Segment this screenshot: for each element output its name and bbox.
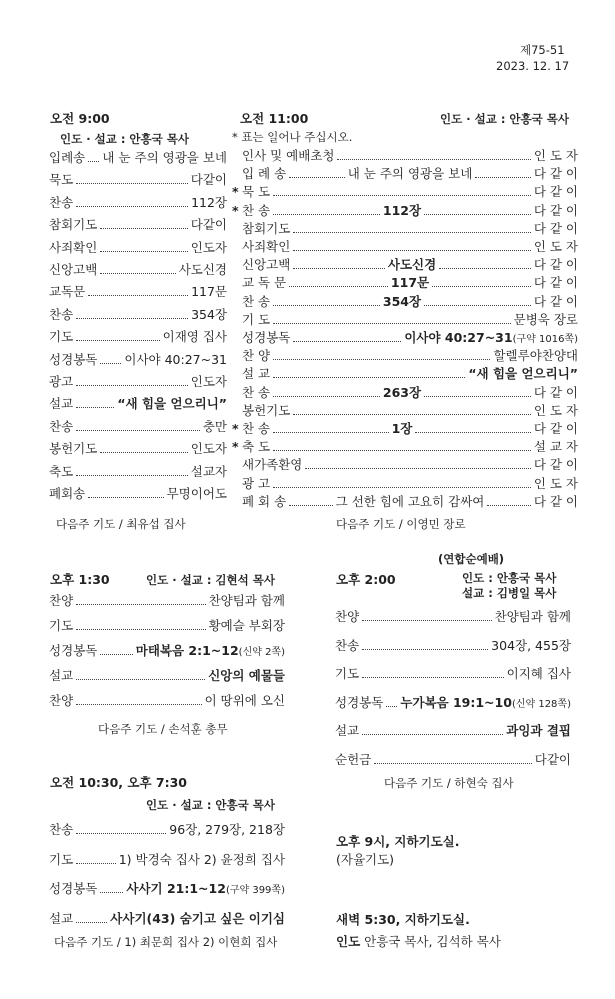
item-value: 다 같 이 bbox=[533, 457, 578, 473]
leader-dots bbox=[273, 214, 380, 215]
item-value: 무명이어도 bbox=[166, 486, 227, 501]
leader-dots bbox=[100, 654, 132, 655]
standing-mark: * bbox=[232, 439, 239, 455]
item-label: 성경봉독 bbox=[242, 330, 291, 345]
item-label: 찬 송 bbox=[242, 202, 271, 218]
item-label: 찬양 bbox=[49, 693, 74, 708]
leader-dots bbox=[76, 629, 205, 630]
leader-dots bbox=[76, 922, 107, 923]
item-label: 새가족환영 bbox=[242, 457, 303, 473]
item-label: 축도 bbox=[49, 463, 74, 479]
item-label: 봉헌기도 bbox=[242, 402, 291, 418]
order-item bbox=[335, 638, 571, 654]
order-item bbox=[49, 441, 227, 457]
leader-dots bbox=[76, 679, 205, 680]
order-item bbox=[49, 822, 285, 838]
order-item bbox=[49, 593, 285, 609]
item-label: 찬송 bbox=[335, 637, 360, 653]
standing-mark: * bbox=[232, 202, 239, 218]
item-label: 봉헌기도 bbox=[49, 441, 98, 457]
item-label: 찬 양 bbox=[242, 348, 271, 364]
leader-dots bbox=[293, 232, 531, 233]
leader-dots bbox=[293, 341, 401, 342]
item-label: 설교 bbox=[49, 668, 74, 683]
service-title: 오전 10:30, 오후 7:30 bbox=[50, 775, 187, 790]
next-week-prayer: 다음주 기도 / 하현숙 집사 bbox=[384, 776, 514, 790]
leader-dots bbox=[76, 407, 114, 408]
item-value: 이지혜 집사 bbox=[506, 666, 571, 681]
item-value: 설 교 자 bbox=[533, 439, 578, 455]
item-value: 찬양팀과 함께 bbox=[494, 609, 571, 624]
leader-dots bbox=[289, 505, 332, 506]
item-value: 이재영 집사 bbox=[162, 329, 227, 345]
item-label: 찬송 bbox=[49, 306, 74, 322]
bulletin-date: 2023. 12. 17 bbox=[496, 59, 570, 73]
leader-dots bbox=[439, 268, 531, 269]
leader-dots bbox=[273, 377, 465, 378]
standing-note: * 표는 일어나 주십시오. bbox=[232, 130, 353, 144]
item-value: 인 도 자 bbox=[533, 402, 578, 418]
order-item bbox=[49, 217, 227, 233]
order-item bbox=[232, 275, 578, 291]
item-value: 다 같 이 bbox=[533, 257, 578, 273]
leader-dots bbox=[487, 505, 530, 506]
leader-dots bbox=[76, 318, 188, 319]
service-preacher: 설교 : 김병일 목사 bbox=[462, 586, 557, 600]
leader-dots bbox=[88, 497, 163, 498]
item-value: 인도자 bbox=[190, 239, 227, 255]
item-value: 다 같 이 bbox=[533, 384, 579, 400]
item-value: 찬양팀과 함께 bbox=[208, 593, 285, 608]
item-value: 황예슬 부회장 bbox=[208, 618, 285, 633]
item-value: 인도자 bbox=[190, 374, 227, 389]
item-label: 찬 송 bbox=[242, 421, 271, 436]
leader-dots bbox=[289, 286, 388, 287]
item-label: 기도 bbox=[335, 666, 360, 681]
standing-mark: * bbox=[232, 421, 239, 436]
service-title: 오전 11:00 bbox=[240, 111, 309, 126]
item-value: 이 땅위에 오신 bbox=[204, 693, 285, 708]
order-item bbox=[49, 881, 285, 899]
order-item bbox=[232, 348, 578, 364]
item-label: 사죄확인 bbox=[242, 239, 291, 254]
item-value: 내 눈 주의 영광을 보네 bbox=[102, 150, 227, 165]
service-title: 오전 9:00 bbox=[50, 111, 110, 126]
service-leader: 인도 · 설교 : 안흥국 목사 bbox=[440, 112, 569, 126]
item-label: 찬송 bbox=[49, 822, 74, 837]
service-tag: (연합순예배) bbox=[438, 552, 505, 566]
next-week-prayer: 다음주 기도 / 손석훈 총무 bbox=[98, 722, 228, 736]
item-value: 인 도 자 bbox=[533, 148, 578, 163]
service-leader: 인도 · 설교 : 안흥국 목사 bbox=[146, 798, 275, 812]
item-detail: 117문 bbox=[390, 275, 430, 291]
item-label: 순헌금 bbox=[335, 751, 372, 767]
item-label: 사죄확인 bbox=[49, 239, 98, 255]
night-prayer-title: 오후 9시, 지하기도실. bbox=[336, 834, 460, 849]
item-label: 교독문 bbox=[49, 284, 86, 300]
item-label: 교 독 문 bbox=[242, 275, 287, 291]
order-item bbox=[49, 195, 227, 211]
item-value: 96장, 279장, 218장 bbox=[169, 822, 285, 837]
leader-dots bbox=[76, 604, 205, 605]
item-label: 입례송 bbox=[49, 150, 86, 165]
item-label: 설교 bbox=[335, 723, 360, 738]
item-value: 인 도 자 bbox=[533, 475, 578, 491]
item-sub: (구약 1016쪽) bbox=[512, 334, 578, 345]
item-label: 기도 bbox=[49, 618, 74, 633]
item-value: 112장 bbox=[191, 194, 227, 210]
item-sub: (신약 128쪽) bbox=[511, 698, 571, 710]
dawn-prayer-title: 새벽 5:30, 지하기도실. bbox=[336, 912, 470, 927]
order-item bbox=[232, 494, 578, 510]
order-item bbox=[232, 184, 578, 200]
next-week-prayer: 다음주 기도 / 1) 최문희 집사 2) 이현희 집사 bbox=[54, 935, 278, 949]
item-label: 광 고 bbox=[242, 475, 271, 491]
order-item bbox=[49, 419, 227, 435]
order-item bbox=[232, 294, 578, 310]
order-item bbox=[49, 852, 285, 868]
item-value: 다 같 이 bbox=[533, 166, 579, 182]
order-item bbox=[49, 396, 227, 412]
item-value: 문병욱 장로 bbox=[513, 311, 578, 327]
leader-dots bbox=[273, 396, 380, 397]
leader-dots bbox=[76, 430, 200, 431]
order-item bbox=[232, 257, 578, 273]
order-item bbox=[232, 403, 578, 419]
item-value: 과잉과 결핍 bbox=[506, 723, 571, 738]
order-item bbox=[49, 618, 285, 634]
item-label: 찬 송 bbox=[242, 384, 271, 400]
item-value: 할렐루야찬양대 bbox=[493, 348, 578, 364]
leader-dots bbox=[273, 195, 531, 196]
item-value: 이사야 40:27~31 bbox=[124, 351, 227, 367]
order-item bbox=[49, 464, 227, 480]
leader-dots bbox=[432, 286, 531, 287]
item-value: 다 같 이 bbox=[533, 293, 579, 309]
leader-dots bbox=[362, 649, 488, 650]
service-leader: 인도 : 안흥국 목사 bbox=[462, 571, 557, 585]
item-detail: 1장 bbox=[391, 421, 413, 436]
leader-dots bbox=[362, 734, 503, 735]
leader-dots bbox=[293, 250, 531, 251]
item-value: 인 도 자 bbox=[533, 239, 578, 254]
item-label: 참회기도 bbox=[242, 220, 291, 236]
service-title: 오후 2:00 bbox=[336, 572, 396, 587]
service-leader: 인도 · 설교 : 안흥국 목사 bbox=[60, 132, 189, 146]
leader-dots bbox=[386, 706, 397, 707]
leader-dots bbox=[305, 468, 530, 469]
leader-dots bbox=[76, 206, 188, 207]
item-label: 설교 bbox=[49, 910, 74, 926]
item-label: 성경봉독 bbox=[49, 643, 98, 658]
item-detail: 사도신경 bbox=[387, 257, 437, 273]
order-item bbox=[49, 172, 227, 188]
leader-dots bbox=[374, 763, 532, 764]
leader-dots bbox=[76, 863, 116, 864]
item-detail: 354장 bbox=[382, 293, 422, 309]
item-value: 충만 bbox=[202, 418, 227, 434]
leader-dots bbox=[424, 305, 531, 306]
dawn-prayer-leaders bbox=[336, 934, 501, 950]
item-detail: 263장 bbox=[382, 384, 422, 400]
service-title: 오후 1:30 bbox=[50, 572, 110, 587]
order-item bbox=[232, 312, 578, 328]
item-detail: 내 눈 주의 영광을 보네 bbox=[347, 166, 473, 182]
item-label: 설 교 bbox=[242, 366, 271, 382]
item-value: 마태복음 2:1~12 bbox=[135, 643, 239, 658]
standing-mark: * bbox=[232, 184, 239, 200]
leader-dots bbox=[273, 487, 531, 488]
item-label: 찬양 bbox=[335, 609, 360, 624]
order-item bbox=[49, 240, 227, 256]
item-label: 찬송 bbox=[49, 194, 74, 210]
item-detail: 112장 bbox=[382, 202, 422, 218]
leader-dots bbox=[273, 305, 380, 306]
leader-dots bbox=[273, 359, 490, 360]
order-item bbox=[232, 421, 578, 437]
order-item bbox=[49, 284, 227, 300]
order-item bbox=[232, 239, 578, 255]
item-value: 인도자 bbox=[190, 441, 227, 457]
order-item bbox=[232, 203, 578, 219]
order-item bbox=[232, 439, 578, 455]
item-label: 성경봉독 bbox=[335, 694, 384, 710]
item-label: 찬 송 bbox=[242, 293, 271, 309]
item-label: 설교 bbox=[49, 396, 74, 412]
order-item bbox=[49, 307, 227, 323]
night-prayer-sub: (자율기도) bbox=[336, 852, 395, 867]
leader-dots bbox=[76, 833, 166, 834]
item-sub: (구약 399쪽) bbox=[225, 885, 285, 896]
dawn-prayer-lead-label: 인도 bbox=[336, 934, 361, 949]
item-label: 묵도 bbox=[49, 172, 74, 188]
order-item bbox=[335, 666, 571, 682]
item-value: 다같이 bbox=[534, 751, 571, 767]
bulletin-number: 제75-51 bbox=[520, 43, 565, 57]
item-detail: 이사야 40:27~31 bbox=[404, 330, 513, 345]
order-item bbox=[49, 693, 285, 709]
leader-dots bbox=[76, 340, 159, 341]
item-label: 폐 회 송 bbox=[242, 493, 287, 509]
order-item bbox=[232, 366, 578, 382]
leader-dots bbox=[76, 183, 188, 184]
item-label: 참회기도 bbox=[49, 217, 98, 233]
service-leader: 인도 · 설교 : 김현석 목사 bbox=[146, 573, 275, 587]
item-value: 사사기 21:1~12 bbox=[126, 881, 226, 896]
leader-dots bbox=[100, 273, 175, 274]
item-value: 117문 bbox=[191, 284, 227, 300]
next-week-prayer: 다음주 기도 / 이영민 장로 bbox=[336, 517, 466, 531]
order-item bbox=[232, 457, 578, 473]
item-detail: 그 선한 힘에 고요히 감싸여 bbox=[335, 493, 485, 509]
item-label: 신앙고백 bbox=[49, 262, 98, 277]
leader-dots bbox=[88, 295, 188, 296]
order-item bbox=[49, 911, 285, 927]
item-label: 폐회송 bbox=[49, 486, 86, 501]
order-item bbox=[232, 221, 578, 237]
leader-dots bbox=[293, 268, 385, 269]
leader-dots bbox=[475, 177, 531, 178]
item-label: 찬양 bbox=[49, 593, 74, 608]
item-value: 설교자 bbox=[190, 463, 227, 479]
item-value: 다 같 이 bbox=[533, 275, 579, 291]
order-item bbox=[49, 352, 227, 368]
item-label: 광고 bbox=[49, 374, 74, 389]
dawn-prayer-lead-value: 안흥국 목사, 김석하 목사 bbox=[364, 934, 501, 949]
order-item bbox=[49, 329, 227, 345]
item-value: 1) 박경숙 집사 2) 윤정희 집사 bbox=[118, 851, 285, 867]
leader-dots bbox=[88, 161, 99, 162]
order-item bbox=[49, 374, 227, 390]
leader-dots bbox=[424, 396, 531, 397]
leader-dots bbox=[337, 159, 530, 160]
leader-dots bbox=[76, 704, 201, 705]
leader-dots bbox=[289, 177, 345, 178]
item-value: 다 같 이 bbox=[533, 493, 579, 509]
leader-dots bbox=[362, 677, 503, 678]
item-value: 다 같 이 bbox=[533, 202, 579, 218]
order-item bbox=[335, 695, 571, 713]
item-value: 다같이 bbox=[190, 172, 227, 188]
item-label: 묵 도 bbox=[242, 184, 271, 200]
order-item bbox=[49, 262, 227, 278]
item-label: 인사 및 예배초청 bbox=[242, 148, 335, 163]
order-item bbox=[49, 643, 285, 661]
leader-dots bbox=[424, 214, 531, 215]
item-value: 다 같 이 bbox=[533, 184, 578, 200]
order-item bbox=[335, 723, 571, 739]
leader-dots bbox=[273, 450, 531, 451]
leader-dots bbox=[415, 432, 530, 433]
leader-dots bbox=[76, 385, 188, 386]
leader-dots bbox=[293, 414, 531, 415]
item-value: 304장, 455장 bbox=[491, 637, 571, 653]
item-value: 누가복음 19:1~10 bbox=[400, 694, 512, 710]
item-sub: (신약 2쪽) bbox=[238, 647, 285, 658]
leader-dots bbox=[100, 228, 187, 229]
item-value: 신앙의 예물들 bbox=[208, 668, 285, 683]
item-value: 다 같 이 bbox=[533, 220, 578, 236]
item-label: 축 도 bbox=[242, 439, 271, 455]
item-label: 신앙고백 bbox=[242, 257, 291, 273]
item-label: 성경봉독 bbox=[49, 351, 98, 367]
item-value: 사도신경 bbox=[178, 262, 227, 277]
leader-dots bbox=[100, 452, 187, 453]
order-item bbox=[232, 148, 578, 164]
item-value: 다같이 bbox=[190, 217, 227, 233]
item-value: 사사기(43) 숨기고 싶은 이기심 bbox=[110, 910, 285, 926]
item-label: 입 례 송 bbox=[242, 166, 287, 182]
item-label: 기도 bbox=[49, 329, 74, 345]
leader-dots bbox=[100, 363, 121, 364]
leader-dots bbox=[273, 432, 388, 433]
order-item bbox=[335, 609, 571, 625]
item-value: 다 같 이 bbox=[533, 421, 578, 436]
leader-dots bbox=[273, 323, 511, 324]
order-item bbox=[49, 486, 227, 502]
order-item bbox=[232, 476, 578, 492]
item-value: 354장 bbox=[191, 306, 227, 322]
order-item bbox=[335, 752, 571, 768]
leader-dots bbox=[100, 251, 187, 252]
item-label: 성경봉독 bbox=[49, 881, 98, 896]
order-item bbox=[49, 668, 285, 684]
order-item bbox=[232, 166, 578, 182]
order-item bbox=[232, 330, 578, 348]
leader-dots bbox=[100, 892, 123, 893]
next-week-prayer: 다음주 기도 / 최유섭 집사 bbox=[56, 517, 186, 531]
order-item bbox=[49, 150, 227, 166]
order-item bbox=[232, 385, 578, 401]
leader-dots bbox=[362, 620, 491, 621]
item-label: 기 도 bbox=[242, 311, 271, 327]
item-label: 찬송 bbox=[49, 418, 74, 434]
item-value: “새 힘을 얻으리니” bbox=[468, 366, 578, 382]
item-label: 기도 bbox=[49, 851, 74, 867]
leader-dots bbox=[76, 475, 188, 476]
item-value: “새 힘을 얻으리니” bbox=[117, 396, 227, 412]
